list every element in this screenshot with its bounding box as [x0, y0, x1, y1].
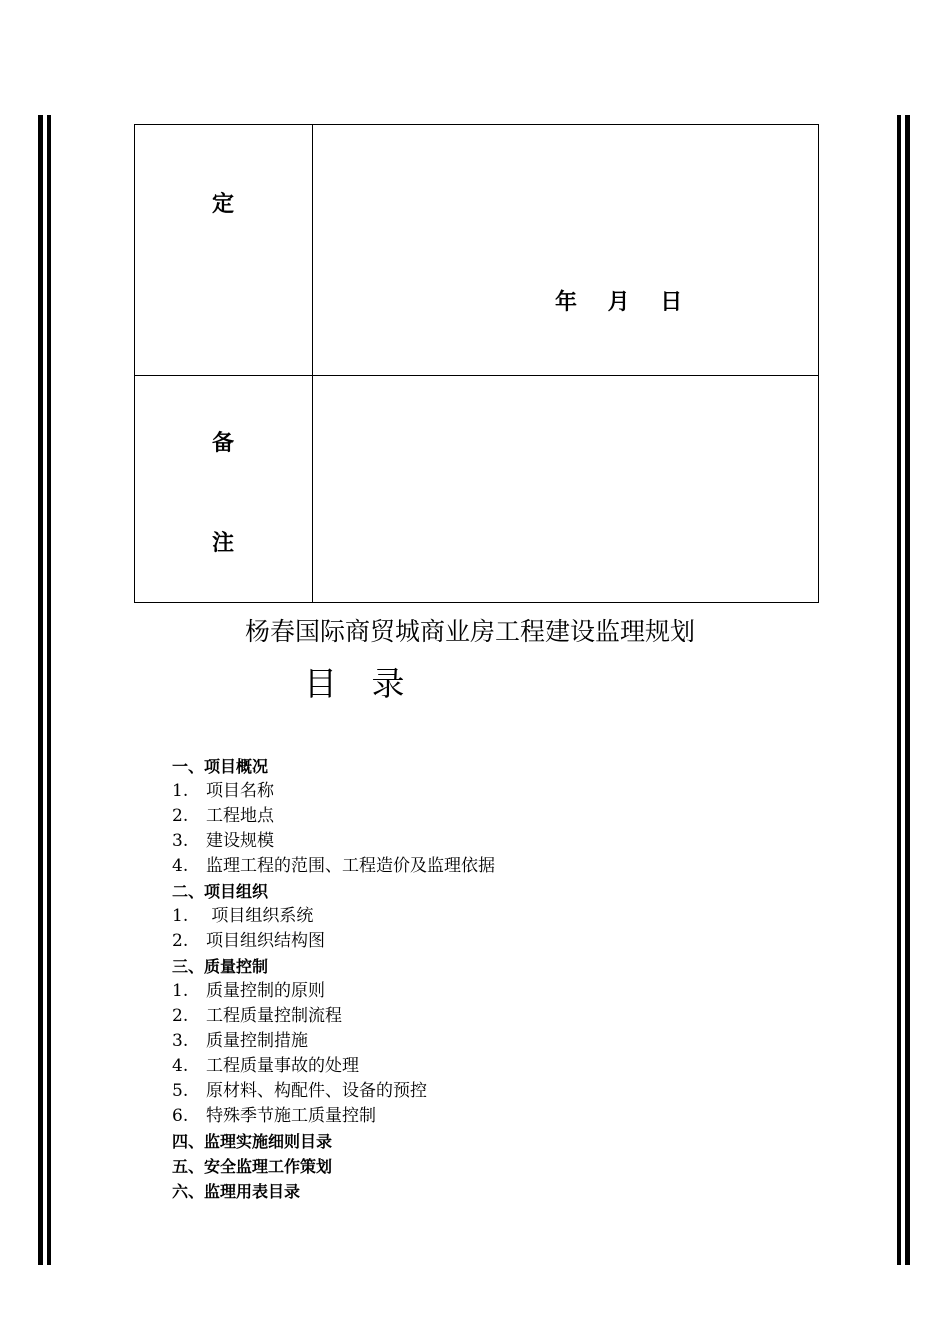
toc-item-text: 一、项目概况	[172, 757, 269, 776]
document-title: 杨春国际商贸城商业房工程建设监理规划	[245, 617, 696, 646]
left-border-bar-inner	[47, 115, 51, 1265]
toc-subitem	[172, 779, 732, 804]
toc-item-text: 项目组织系统	[206, 906, 314, 926]
toc-subitem	[172, 979, 732, 1004]
toc-heading: 目 录	[304, 664, 417, 703]
toc-item-text: 工程质量控制流程	[206, 1006, 342, 1026]
remarks-label-line1: 备	[212, 431, 235, 456]
toc-item-text: 项目名称	[206, 781, 274, 801]
toc-item-number: 4.	[172, 1056, 189, 1076]
toc-item-text: 工程地点	[206, 806, 274, 826]
toc-item-text: 监理工程的范围、工程造价及监理依据	[206, 856, 495, 876]
toc-section	[172, 1129, 732, 1154]
toc-item-text: 五、安全监理工作策划	[172, 1157, 333, 1176]
toc-subitem	[172, 1029, 732, 1054]
toc-item-number: 2.	[172, 806, 189, 826]
toc-section	[172, 879, 732, 904]
toc-item-text: 二、项目组织	[172, 882, 269, 901]
toc-item-text: 四、监理实施细则目录	[172, 1132, 333, 1151]
toc-item-number: 6.	[172, 1106, 189, 1126]
toc-item-text: 六、监理用表目录	[172, 1182, 301, 1201]
approval-form-table	[134, 124, 819, 603]
toc-subitem	[172, 929, 732, 954]
toc-item-number: 1.	[172, 981, 189, 1001]
toc-item-text: 质量控制的原则	[206, 981, 325, 1001]
table-row-divider	[135, 375, 818, 376]
toc-item-text: 特殊季节施工质量控制	[206, 1106, 376, 1126]
remarks-label-line2: 注	[212, 531, 235, 556]
toc-item-number: 2.	[172, 1006, 189, 1026]
toc-subitem	[172, 804, 732, 829]
toc-subitem	[172, 1004, 732, 1029]
toc-subitem	[172, 854, 732, 879]
left-border-bar-outer	[38, 115, 43, 1265]
toc-item-number: 1.	[172, 906, 189, 926]
toc-item-text: 质量控制措施	[206, 1031, 308, 1051]
toc-section	[172, 954, 732, 979]
toc-subitem	[172, 1079, 732, 1104]
toc-item-number: 2.	[172, 931, 189, 951]
approval-label: 定	[212, 192, 235, 217]
toc-item-text: 工程质量事故的处理	[206, 1056, 359, 1076]
toc-subitem	[172, 904, 732, 929]
toc-item-number: 3.	[172, 1031, 189, 1051]
toc-subitem	[172, 1104, 732, 1129]
toc-section	[172, 754, 732, 779]
toc-item-number: 1.	[172, 781, 189, 801]
table-of-contents	[172, 754, 732, 1204]
toc-item-number: 3.	[172, 831, 189, 851]
toc-section	[172, 1154, 732, 1179]
toc-section	[172, 1179, 732, 1204]
toc-item-text: 项目组织结构图	[206, 931, 325, 951]
table-column-divider	[312, 125, 313, 602]
right-border-bar-inner	[897, 115, 901, 1265]
toc-subitem	[172, 829, 732, 854]
toc-item-number: 4.	[172, 856, 189, 876]
right-border-bar-outer	[905, 115, 910, 1265]
toc-item-text: 建设规模	[206, 831, 274, 851]
date-line: 年 月 日	[555, 290, 683, 315]
toc-item-text: 三、质量控制	[172, 957, 269, 976]
toc-item-number: 5.	[172, 1081, 189, 1101]
toc-subitem	[172, 1054, 732, 1079]
toc-item-text: 原材料、构配件、设备的预控	[206, 1081, 427, 1101]
